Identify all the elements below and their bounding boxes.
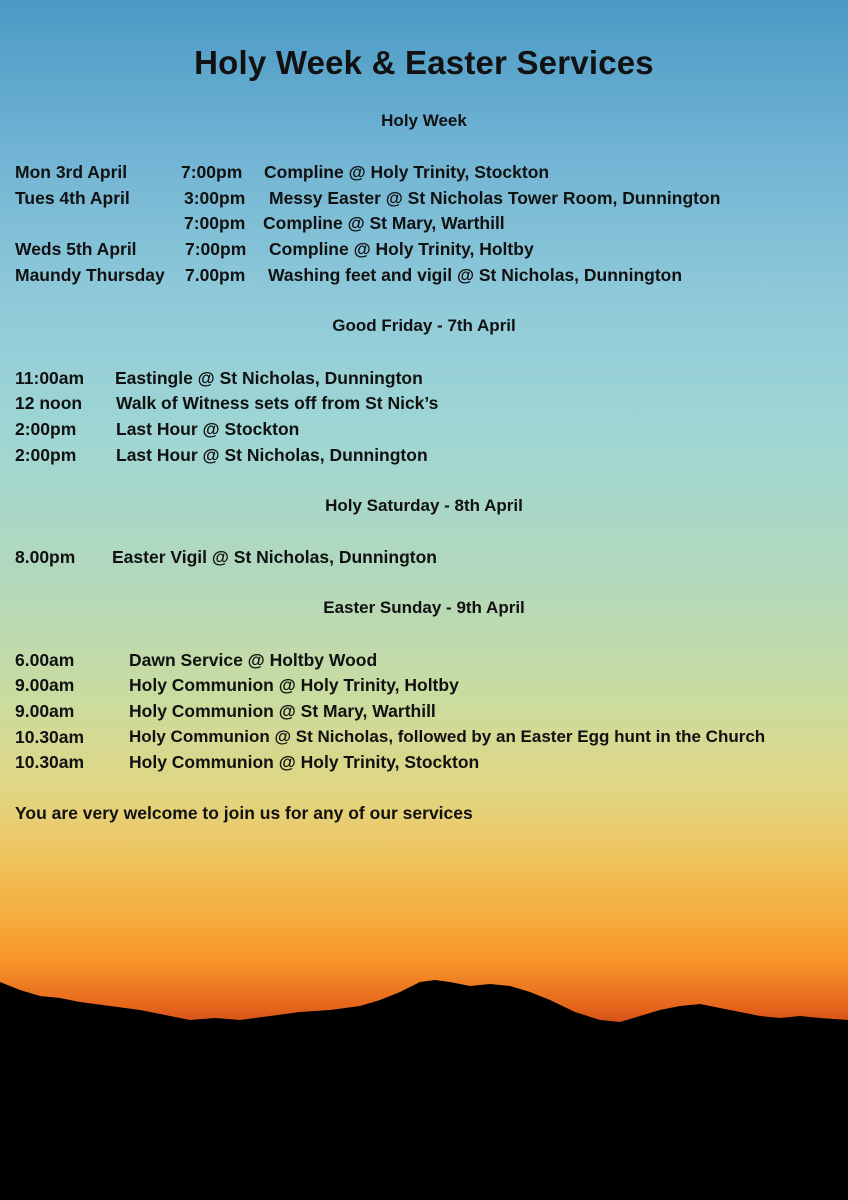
service-event: Compline @ Holy Trinity, Holtby: [269, 239, 534, 259]
service-event: Compline @ Holy Trinity, Stockton: [264, 162, 550, 182]
service-time: 9.00am: [15, 701, 75, 721]
service-event: Washing feet and vigil @ St Nicholas, Dunnington: [268, 265, 683, 285]
service-event: Walk of Witness sets off from St Nick’s: [116, 393, 439, 413]
service-time: 8.00pm: [15, 547, 76, 567]
mountain-silhouette: [0, 960, 848, 1200]
welcome-message: You are very welcome to join us for any of our services: [15, 803, 473, 823]
service-event: Dawn Service @ Holtby Wood: [129, 650, 378, 670]
service-time: 2:00pm: [15, 419, 77, 439]
service-event: Eastingle @ St Nicholas, Dunnington: [115, 368, 423, 388]
service-day: Tues 4th April: [15, 188, 130, 208]
service-day: Maundy Thursday: [15, 265, 165, 285]
service-time: 7:00pm: [185, 239, 247, 259]
service-event: Easter Vigil @ St Nicholas, Dunnington: [112, 547, 437, 567]
service-event: Holy Communion @ Holy Trinity, Holtby: [129, 675, 459, 695]
service-time: 3:00pm: [184, 188, 246, 208]
easter-sunday-heading: Easter Sunday - 9th April: [323, 598, 525, 617]
service-time: 9.00am: [15, 675, 75, 695]
service-time: 7:00pm: [181, 162, 243, 182]
service-time: 11:00am: [15, 368, 85, 388]
service-event: Holy Communion @ St Mary, Warthill: [129, 701, 436, 721]
service-time: 6.00am: [15, 650, 75, 670]
service-time: 10.30am: [15, 752, 85, 772]
service-event: Holy Communion @ Holy Trinity, Stockton: [129, 752, 480, 772]
service-event: Messy Easter @ St Nicholas Tower Room, Dunnington: [269, 188, 721, 208]
holy-week-heading: Holy Week: [381, 111, 467, 130]
service-time: 7.00pm: [185, 265, 246, 285]
service-event: Compline @ St Mary, Warthill: [263, 213, 505, 233]
service-time: 7:00pm: [184, 213, 246, 233]
page-title: Holy Week & Easter Services: [194, 44, 654, 81]
service-event: Holy Communion @ St Nicholas, followed by an Easter Egg hunt in the Church: [129, 727, 766, 746]
holy-saturday-heading: Holy Saturday - 8th April: [325, 496, 523, 515]
good-friday-heading: Good Friday - 7th April: [332, 316, 516, 335]
service-day: Weds 5th April: [15, 239, 137, 259]
service-time: 2:00pm: [15, 445, 77, 465]
service-time: 10.30am: [15, 727, 85, 747]
service-event: Last Hour @ St Nicholas, Dunnington: [116, 445, 428, 465]
service-event: Last Hour @ Stockton: [116, 419, 300, 439]
service-time: 12 noon: [15, 393, 83, 413]
service-day: Mon 3rd April: [15, 162, 128, 182]
